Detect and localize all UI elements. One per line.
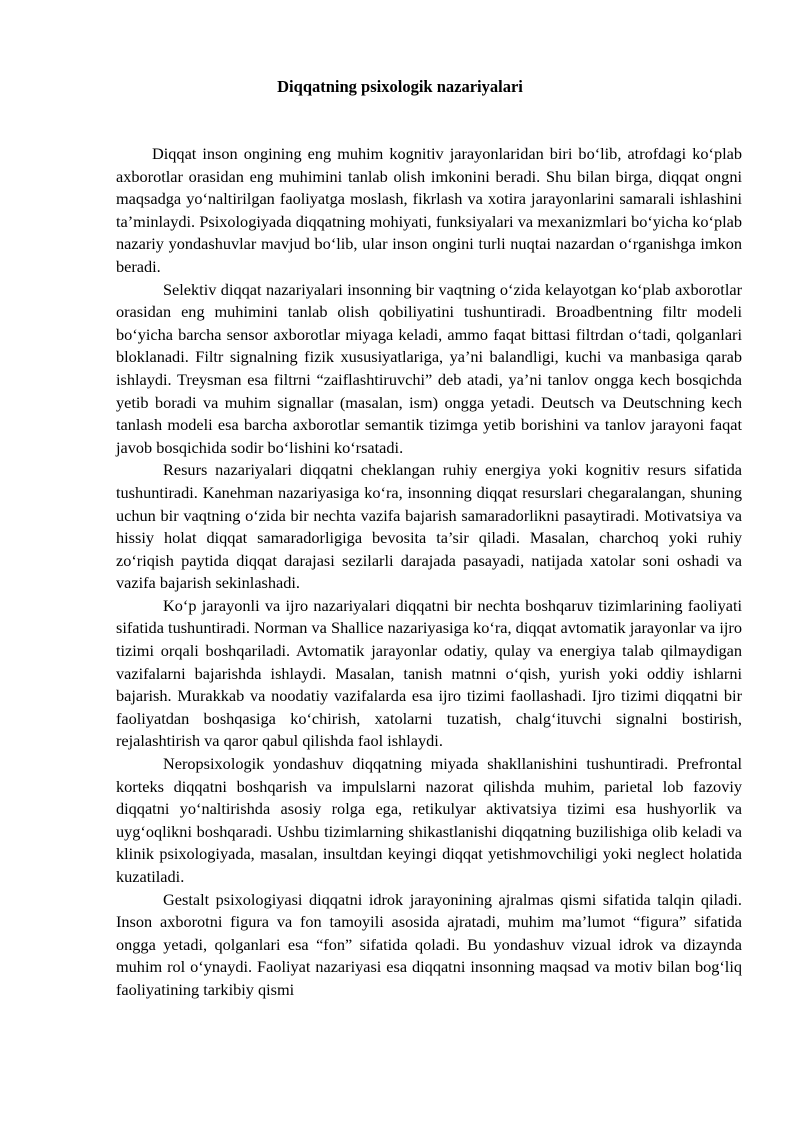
document-body — [116, 143, 742, 1002]
paragraph-introduction: Diqqat inson ongining eng muhim kognitiv jarayonlaridan biri bo‘lib, atrofdagi ko‘plab axborotlar orasidan eng muhimini tanlab olish imkonini beradi. Shu bilan birga, diqqat ongni maqsadga yo‘naltirilgan faoliyatga moslash, fikrlash va xotira jarayonlarini samarali ishlashini ta’minlaydi. Psixologiyada diqqatning mohiyati, funksiyalari va mexanizmlari bo‘yicha ko‘plab nazariy yondashuvlar mavjud bo‘lib, ular inson ongini turli nuqtai nazardan o‘rganishga imkon beradi. — [116, 144, 742, 276]
paragraph-gestalt: Gestalt psixologiyasi diqqatni idrok jarayonining ajralmas qismi sifatida talqin qiladi. Inson axborotni figura va fon tamoyili asosida ajratadi, muhim ma’lumot “figura” sifatida ongga yetadi, qolganlari esa “fon” sifatida qoladi. Bu yondashuv vizual idrok va dizaynda muhim rol o‘ynaydi. Faoliyat nazariyasi esa diqqatni insonning maqsad va motiv bilan bog‘liq faoliyatining tarkibiy qismi — [116, 889, 742, 999]
paragraph-selective-attention: Selektiv diqqat nazariyalari insonning bir vaqtning o‘zida kelayotgan ko‘plab axborotlar orasidan eng muhimini tanlab olish qobiliyatini tushuntiradi. Broadbentning filtr modeli bo‘yicha barcha sensor axborotlar miyaga keladi, ammo faqat bittasi filtrdan o‘tadi, qolganlari bloklanadi. Filtr signalning fizik xususiyatlariga, ya’ni balandligi, kuchi va manbasiga qarab ishlaydi. Treysman esa filtrni “zaiflashtiruvchi” deb atadi, ya’ni tanlov ongga kech bosqichda yetib boradi va muhim signallar (masalan, ism) ongga yetadi. Deutsch va Deutschning kech tanlash modeli esa barcha axborotlar semantik tizimga yetib borishini va tanlov jarayoni faqat javob bosqichida sodir bo‘lishini ko‘rsatadi. — [116, 279, 742, 457]
document-title: Diqqatning psixologik nazariyalari — [277, 77, 523, 96]
paragraph-resource-theories: Resurs nazariyalari diqqatni cheklangan ruhiy energiya yoki kognitiv resurs sifatida tushuntiradi. Kanehman nazariyasiga ko‘ra, insonning diqqat resurslari chegaralangan, shuning uchun bir vaqtning o‘zida bir nechta vazifa bajarish samaradorlikni pasaytiradi. Motivatsiya va hissiy holat diqqat samaradorligiga bevosita ta’sir qiladi. Masalan, charchoq yoki ruhiy zo‘riqish paytida diqqat darajasi sezilarli darajada pasayadi, natijada xatolar soni oshadi va vazifa bajarish sekinlashadi. — [116, 460, 742, 593]
paragraph-neuropsychology: Neropsixologik yondashuv diqqatning miyada shakllanishini tushuntiradi. Prefrontal korteks diqqatni boshqarish va impulslarni nazorat qilishda muhim, parietal lob fazoviy diqqatni yo‘naltirishda asosiy rolga ega, retikulyar aktivatsiya tizimi esa hushyorlik va uyg‘oqlikni boshqaradi. Ushbu tizimlarning shikastlanishi diqqatning buzilishiga olib keladi va klinik psixologiyada, masalan, insultdan keyingi diqqat yetishmovchiligi yoki neglect holatida kuzatiladi. — [116, 754, 742, 886]
paragraph-executive-theories: Ko‘p jarayonli va ijro nazariyalari diqqatni bir nechta boshqaruv tizimlarining faoliyati sifatida tushuntiradi. Norman va Shallice nazariyasiga ko‘ra, diqqat avtomatik jarayonlar va ijro tizimi orqali boshqariladi. Avtomatik jarayonlar odatiy, qulay va energiya talab qilmaydigan vazifalarni bajarishda ishlaydi. Masalan, tanish matnni o‘qish, yurish yoki oddiy ishlarni bajarish. Murakkab va noodatiy vazifalarda esa ijro tizimi faollashadi. Ijro tizimi diqqatni bir faoliyatdan boshqasiga ko‘chirish, xatolarni tuzatish, chalg‘ituvchi signalni bostirish, rejalashtirish va qaror qabul qilishda faol ishlaydi. — [116, 595, 742, 751]
